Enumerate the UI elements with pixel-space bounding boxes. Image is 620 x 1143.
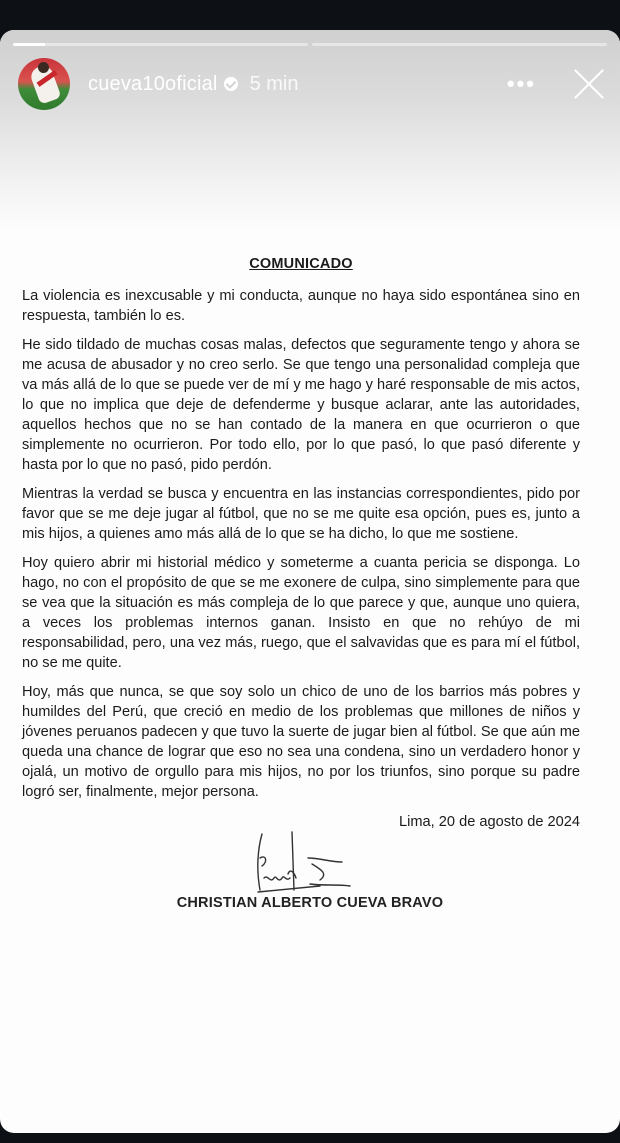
progress-fill: [13, 43, 45, 46]
paragraph: Hoy, más que nunca, se que soy solo un chico de uno de los barrios más pobres y humildes del Perú, que creció en medio de los problemas que millones de niños y jóvenes peruanos padecen y que tuvo la suerte de jugar bien al fútbol. Se que aún me queda una chance de lograr que eso no sea una condena, sino un verdadero honor y ojalá, un motivo de orgullo para mis hijos, no por los triunfos, sino porque su padre logró ser, finalmente, mejor persona.: [22, 684, 580, 800]
avatar-head-shape: [38, 62, 49, 73]
paragraph: He sido tildado de muchas cosas malas, defectos que seguramente tengo y ahora se me acusa de abusador y no creo serlo. Se que tengo una personalidad compleja que va más allá de lo que se puede ver de mí y me hago y haré responsable de mis actos, lo que no implica que deje de defenderme y busque aclarar, ante las autoridades, aquellos hechos que no se han contado de la manera en que ocurrieron o que simplemente no ocurrieron. Por todo ello, por lo que pasó, lo que pasó diferente y hasta por lo que no pasó, pido perdón.: [22, 337, 580, 473]
username-link[interactable]: cueva10oficial: [88, 72, 218, 95]
close-icon[interactable]: [572, 67, 606, 101]
signer-name: CHRISTIAN ALBERTO CUEVA BRAVO: [176, 895, 444, 911]
paragraph: Mientras la verdad se busca y encuentra en las instancias correspondientes, pido por favor que se me deje jugar al fútbol, que no se me quite esa opción, pues es, junto a mis hijos, a quienes amo más allá de lo que se ha dicho, lo que me sostiene.: [22, 486, 580, 542]
progress-segment-2: [312, 43, 607, 46]
progress-segment-1: [13, 43, 308, 46]
story-viewer[interactable]: [0, 30, 620, 1133]
post-time: 5 min: [249, 72, 299, 95]
signature-icon: [250, 828, 360, 898]
story-header: [18, 58, 606, 110]
verified-badge-icon: [224, 77, 238, 91]
paragraph: Hoy quiero abrir mi historial médico y someterme a cuanta pericia se disponga. Lo hago, no con el propósito de que se me exonere de culpa, sino simplemente para que se vea que la situación es más compleja de lo que parece y que, aunque uno quiera, a veces los problemas internos ganan. Insisto en que no rehúyo de mi responsabilidad, pero, una vez más, ruego, que el salvavidas que es para mí el fútbol, no se me quite.: [22, 555, 580, 671]
avatar[interactable]: [18, 58, 70, 110]
document-date: Lima, 20 de agosto de 2024: [399, 814, 580, 830]
story-progress: [13, 43, 607, 46]
paragraph: La violencia es inexcusable y mi conducta, aunque no haya sido espontánea sino en respuesta, también lo es.: [22, 288, 580, 324]
more-options-icon[interactable]: •••: [506, 71, 536, 96]
document-title: COMUNICADO: [249, 256, 353, 272]
statement-document: [22, 254, 580, 847]
